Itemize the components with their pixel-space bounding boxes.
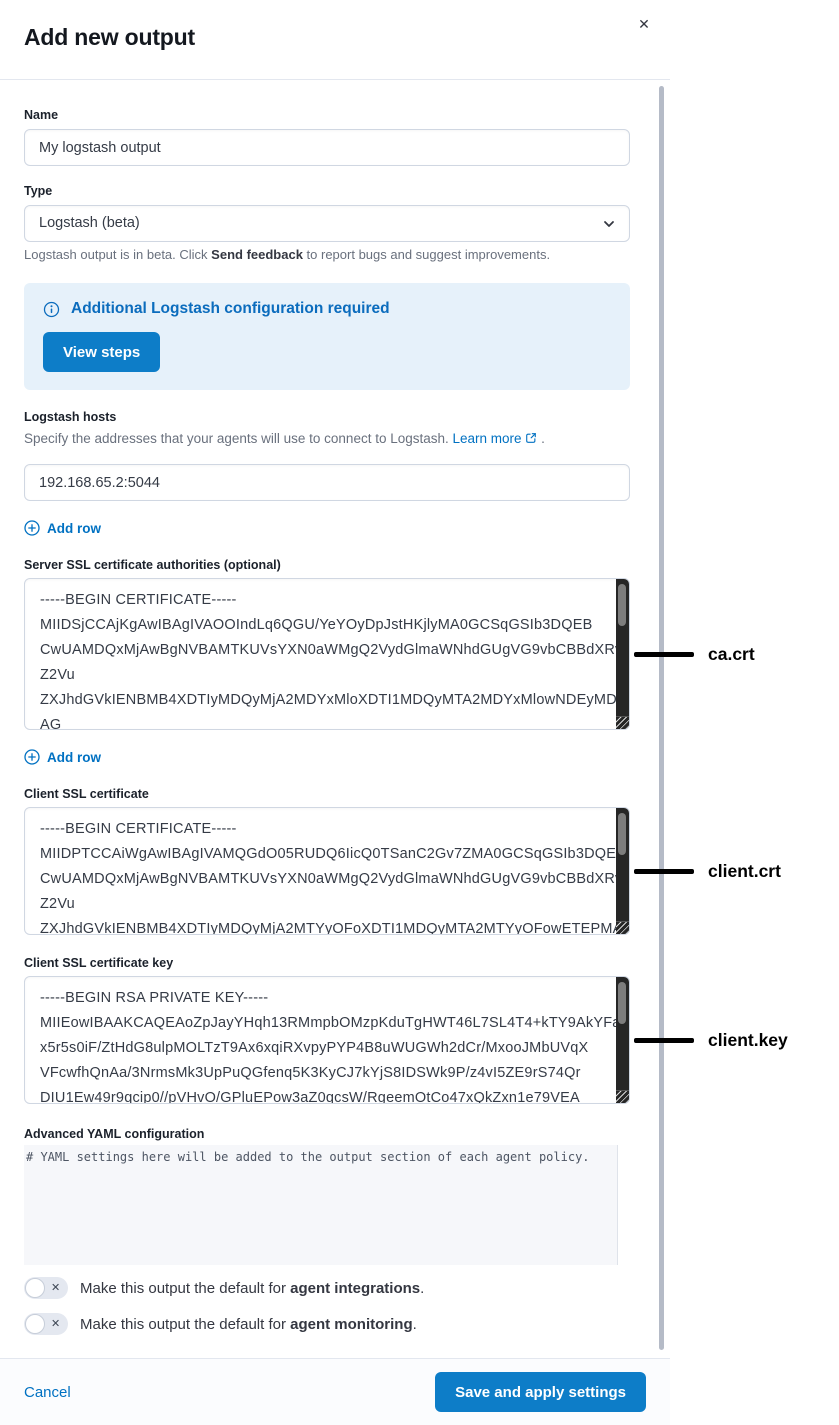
flyout-header	[0, 0, 670, 80]
chevron-down-icon	[601, 216, 617, 232]
default-monitoring-toggle-row	[24, 1313, 630, 1335]
add-ca-row-button[interactable]: Add row	[24, 749, 101, 765]
textarea-scrollbar[interactable]	[616, 977, 629, 1103]
annotation-line	[634, 1038, 694, 1043]
switch-knob	[25, 1314, 45, 1334]
annotation-label: ca.crt	[708, 643, 755, 664]
annotation-client-crt	[634, 861, 781, 882]
annotation-ca-crt	[634, 644, 755, 665]
client-cert-textarea[interactable]	[24, 807, 630, 935]
info-icon	[43, 301, 60, 318]
view-steps-button[interactable]: View steps	[43, 332, 160, 372]
name-label: Name	[24, 108, 59, 122]
name-input[interactable]	[24, 129, 630, 166]
switch-off-icon: ✕	[51, 1318, 61, 1330]
close-icon: ✕	[638, 16, 650, 32]
textarea-scrollbar[interactable]	[616, 808, 629, 934]
type-select-value: Logstash (beta)	[39, 215, 140, 231]
logstash-hosts-description: Specify the addresses that your agents will use to connect to Logstash. Learn more .	[24, 431, 545, 446]
cancel-button[interactable]: Cancel	[24, 1383, 71, 1401]
server-ca-textarea[interactable]	[24, 578, 630, 730]
default-integrations-switch[interactable]	[24, 1277, 68, 1299]
annotation-client-key	[634, 1030, 788, 1051]
textarea-scrollbar[interactable]	[616, 579, 629, 729]
switch-off-icon: ✕	[51, 1282, 61, 1294]
plus-circle-icon	[24, 749, 40, 765]
add-host-row-button[interactable]: Add row	[24, 520, 101, 536]
toggle-label: Make this output the default for agent monitoring.	[80, 1315, 417, 1333]
flyout-body	[0, 80, 670, 1358]
close-button[interactable]	[632, 12, 656, 36]
yaml-config-editor[interactable]	[24, 1145, 630, 1265]
client-key-label: Client SSL certificate key	[24, 956, 174, 970]
scrollbar-thumb[interactable]	[618, 982, 626, 1024]
client-key-textarea[interactable]	[24, 976, 630, 1104]
server-ca-label: Server SSL certificate authorities (optional)	[24, 558, 281, 572]
default-monitoring-switch[interactable]	[24, 1313, 68, 1335]
logstash-host-input[interactable]	[24, 464, 630, 501]
client-key-wrap	[24, 976, 630, 1104]
annotation-label: client.crt	[708, 860, 781, 881]
annotation-line	[634, 869, 694, 874]
type-help-text: Logstash output is in beta. Click Send feedback to report bugs and suggest improvements.	[24, 247, 551, 262]
flyout-footer	[0, 1358, 670, 1425]
external-link-icon	[525, 431, 541, 446]
toggle-label: Make this output the default for agent integrations.	[80, 1279, 425, 1297]
flyout-scrollbar[interactable]	[659, 86, 664, 1350]
client-cert-label: Client SSL certificate	[24, 787, 149, 801]
client-cert-wrap	[24, 807, 630, 935]
annotation-line	[634, 652, 694, 657]
type-select[interactable]	[24, 205, 630, 242]
scrollbar-thumb[interactable]	[618, 813, 626, 855]
resize-handle-icon[interactable]	[616, 921, 629, 934]
type-label: Type	[24, 184, 53, 198]
annotation-label: client.key	[708, 1029, 788, 1050]
page-title: Add new output	[24, 24, 195, 50]
switch-knob	[25, 1278, 45, 1298]
server-ca-wrap	[24, 578, 630, 730]
yaml-config-label: Advanced YAML configuration	[24, 1127, 205, 1141]
logstash-hosts-label: Logstash hosts	[24, 410, 117, 424]
callout-title: Additional Logstash configuration required	[71, 300, 390, 317]
logstash-config-callout	[24, 283, 630, 390]
resize-handle-icon[interactable]	[616, 716, 629, 729]
editor-scrollbar-gutter	[617, 1145, 630, 1265]
resize-handle-icon[interactable]	[616, 1090, 629, 1103]
plus-circle-icon	[24, 520, 40, 536]
scrollbar-thumb[interactable]	[618, 584, 626, 626]
learn-more-link[interactable]: Learn more	[452, 431, 522, 446]
yaml-placeholder-text: # YAML settings here will be added to the output section of each agent policy.	[26, 1150, 590, 1164]
default-integrations-toggle-row	[24, 1277, 630, 1299]
save-and-apply-button[interactable]: Save and apply settings	[435, 1372, 646, 1412]
